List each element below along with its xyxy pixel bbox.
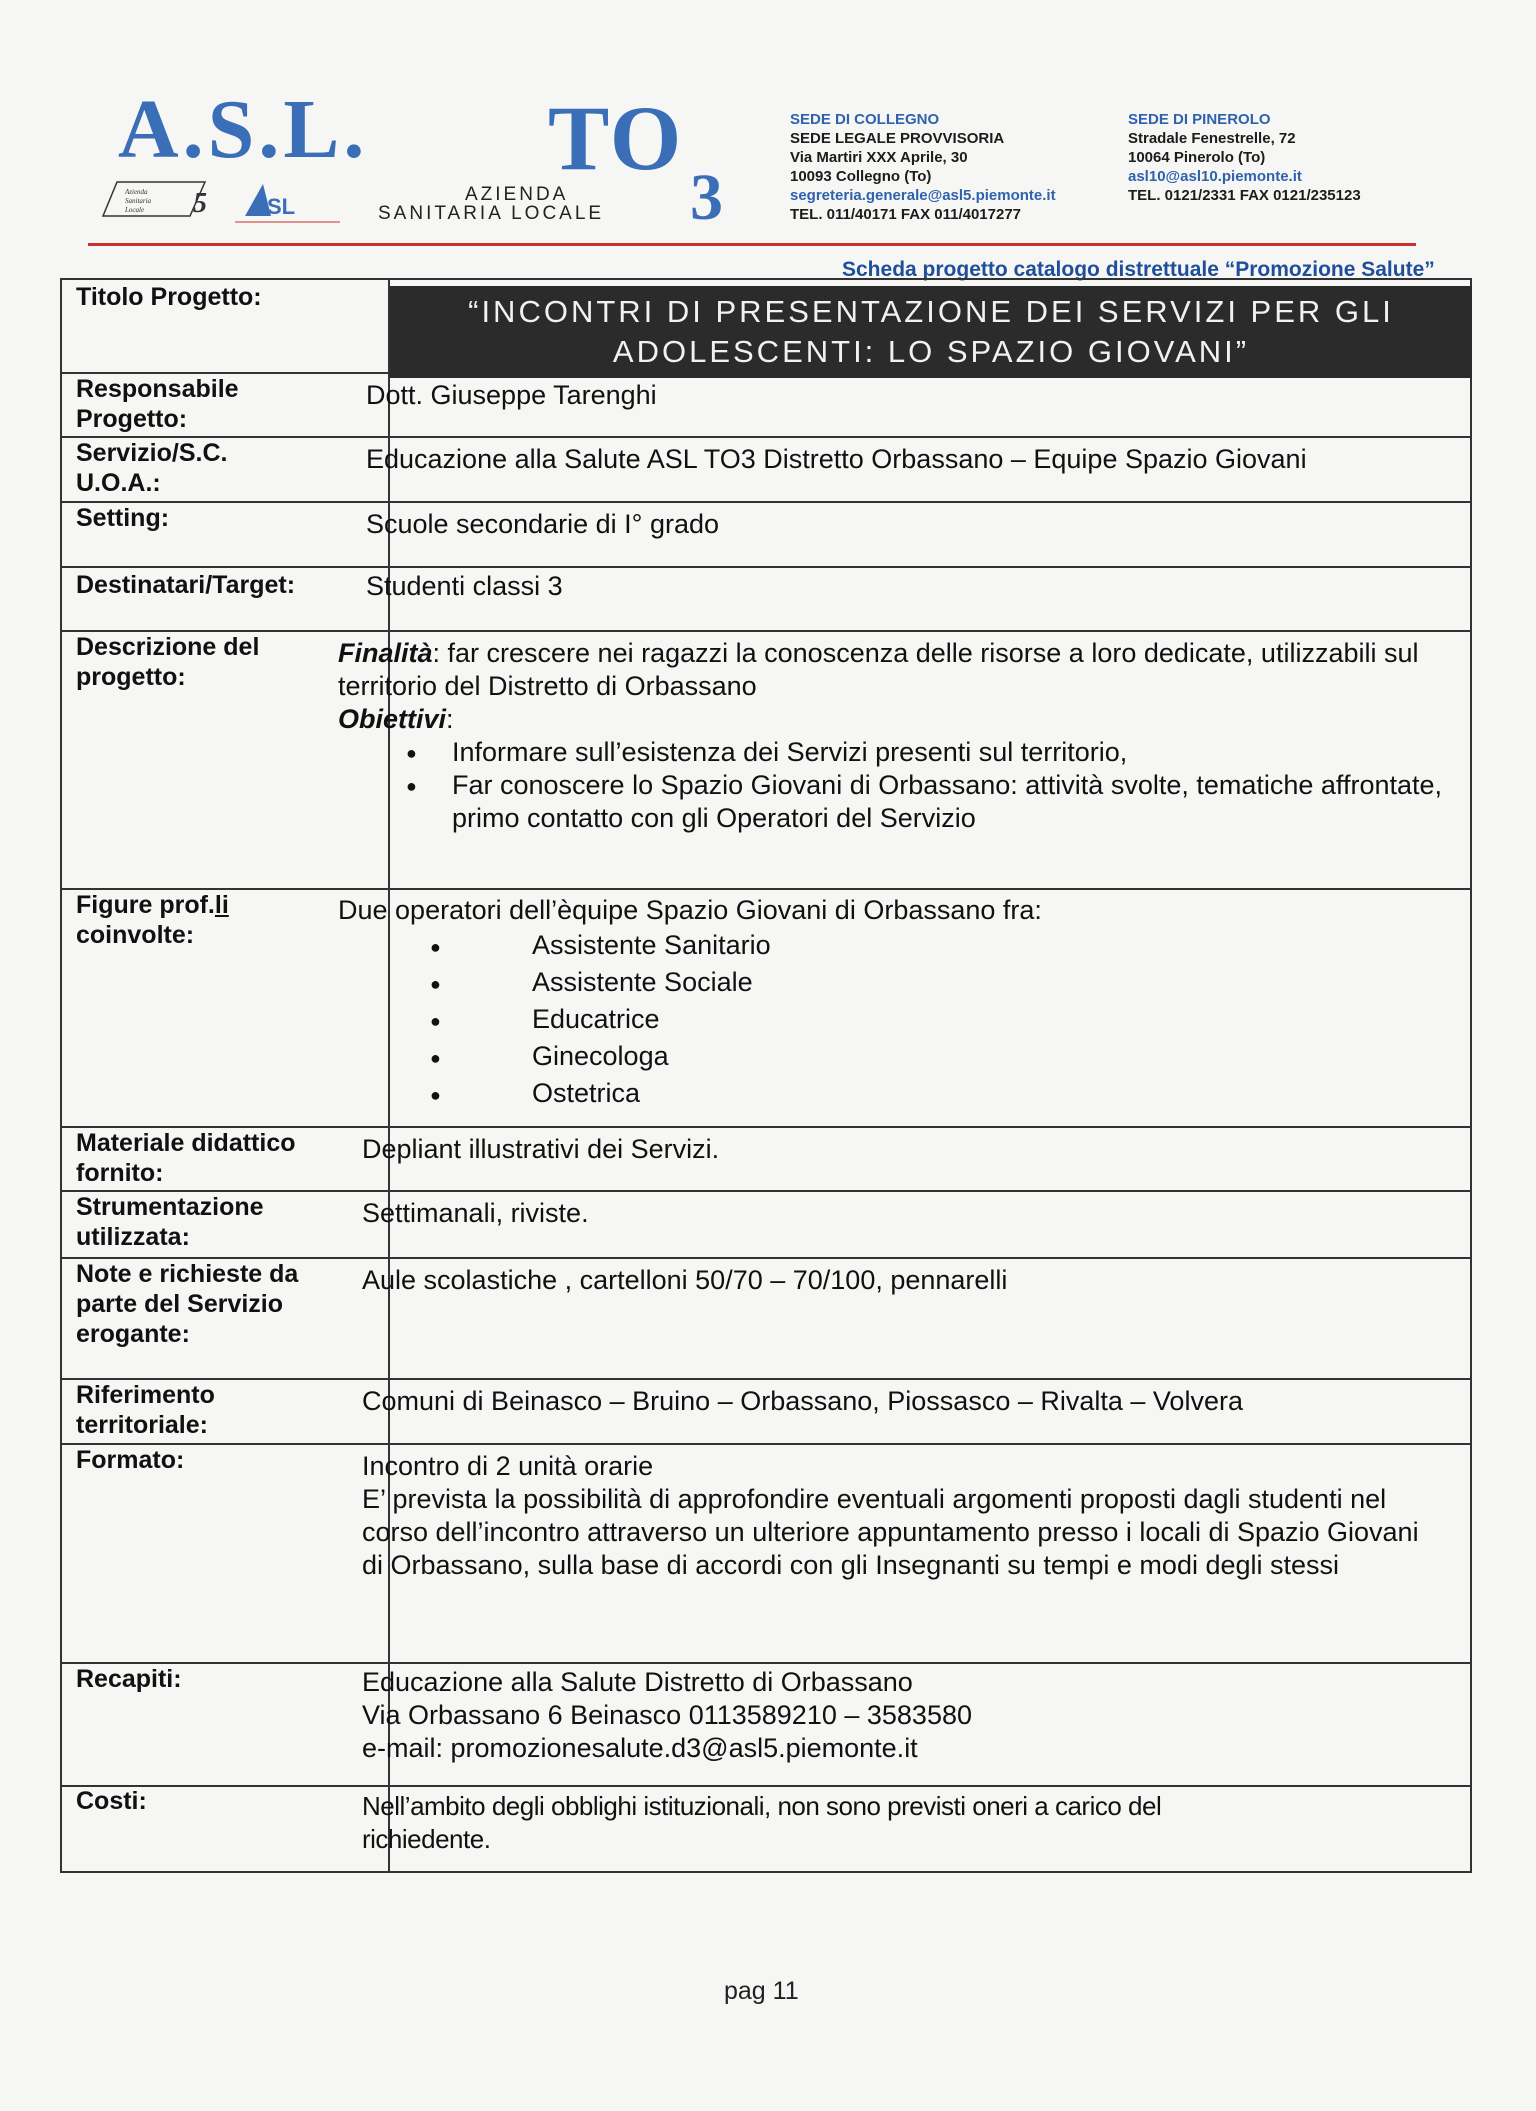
- figure-label-c: coinvolte:: [76, 921, 195, 949]
- svg-text:5: 5: [193, 188, 207, 219]
- formato-line-1: Incontro di 2 unità orarie: [362, 1451, 654, 1481]
- svg-text:Locale: Locale: [125, 206, 145, 214]
- finalita-text: : far crescere nei ragazzi la conoscenza delle risorse a loro dedicate, utilizzabili sul territorio del Distretto di Orbassano: [338, 638, 1419, 701]
- destinatari-value: Studenti classi 3: [366, 571, 563, 601]
- figure-label-b: li: [214, 891, 229, 919]
- responsabile-label: Responsabile Progetto:: [76, 375, 239, 433]
- list-item: ● Informare sull’esistenza dei Servizi presenti sul territorio,: [338, 736, 1458, 769]
- list-item: ● Ostetrica: [338, 1075, 1458, 1112]
- list-item: ● Ginecologa: [338, 1038, 1458, 1075]
- recapiti-label: Recapiti:: [76, 1665, 182, 1693]
- formato-label: Formato:: [76, 1446, 185, 1474]
- obiettivi-colon: :: [446, 704, 454, 734]
- obiettivi-label: Obiettivi: [338, 704, 447, 734]
- materiale-value: Depliant illustrativi dei Servizi.: [362, 1134, 720, 1164]
- collegno-email[interactable]: segreteria.generale@asl5.piemonte.it: [790, 187, 1056, 204]
- pinerolo-title: SEDE DI PINEROLO: [1128, 111, 1271, 128]
- obiettivi-list: [338, 736, 1458, 835]
- pinerolo-line-2: 10064 Pinerolo (To): [1128, 149, 1266, 166]
- recapiti-line-1: Educazione alla Salute Distretto di Orbassano: [362, 1667, 913, 1697]
- to-logo-letters: TO: [548, 87, 684, 189]
- descrizione-label: Descrizione del progetto:: [76, 633, 260, 691]
- scheda-heading: Scheda progetto catalogo distrettuale “Promozione Salute”: [842, 258, 1435, 281]
- svg-text:Sanitaria: Sanitaria: [125, 197, 152, 205]
- formato-line-2: E’ prevista la possibilità di approfondire eventuali argomenti proposti dagli studenti nel corso dell’incontro attraverso un ulteriore appuntamento presso i locali di Spazio Giovani di Orbassano, sulla base di accordi con gli Insegnanti su tempi e modi degli stessi: [362, 1484, 1419, 1580]
- servizio-label: Servizio/S.C. U.O.A.:: [76, 439, 228, 497]
- collegno-title: SEDE DI COLLEGNO: [790, 111, 940, 128]
- costi-label: Costi:: [76, 1787, 147, 1815]
- sede-collegno: [790, 110, 1056, 224]
- pinerolo-phone: TEL. 0121/2331 FAX 0121/235123: [1128, 187, 1361, 204]
- collegno-line-3: 10093 Collegno (To): [790, 168, 932, 185]
- asl-logo-letters: A.S.L.: [118, 83, 369, 176]
- logo-number: 3: [690, 161, 723, 234]
- riferimento-label: Riferimento territoriale:: [76, 1381, 215, 1439]
- row-divider: [62, 566, 1470, 568]
- obiettivi-heading: [338, 703, 1458, 736]
- strumentazione-value: Settimanali, riviste.: [362, 1198, 589, 1228]
- list-item: ● Educatrice: [338, 1001, 1458, 1038]
- recapiti-line-2: Via Orbassano 6 Beinasco 0113589210 – 3583580: [362, 1700, 972, 1730]
- project-title: “INCONTRI DI PRESENTAZIONE DEI SERVIZI PER GLI ADOLESCENTI: LO SPAZIO GIOVANI”: [468, 294, 1394, 369]
- collegno-line-2: Via Martiri XXX Aprile, 30: [790, 149, 968, 166]
- pinerolo-line-1: Stradale Fenestrelle, 72: [1128, 130, 1296, 147]
- responsabile-value: Dott. Giuseppe Tarenghi: [366, 380, 657, 410]
- page-number: pag 11: [724, 1977, 799, 2005]
- project-table: [60, 278, 1472, 1873]
- note-value: Aule scolastiche , cartelloni 50/70 – 70/100, pennarelli: [362, 1265, 1008, 1295]
- finalita-label: Finalità: [338, 638, 433, 668]
- logo-azienda: AZIENDA: [465, 184, 569, 205]
- figure-label-a: Figure prof.: [76, 891, 215, 919]
- setting-value: Scuole secondarie di I° grado: [366, 509, 720, 539]
- collegno-line-1: SEDE LEGALE PROVVISORIA: [790, 130, 1005, 147]
- sede-pinerolo: [1128, 110, 1361, 205]
- formato-value: [362, 1450, 1442, 1582]
- materiale-label: Materiale didattico fornito:: [76, 1129, 296, 1187]
- pinerolo-email[interactable]: asl10@asl10.piemonte.it: [1128, 168, 1302, 185]
- svg-text:SL: SL: [267, 194, 296, 219]
- list-item: ● Far conoscere lo Spazio Giovani di Orbassano: attività svolte, tematiche affrontate, primo contatto con gli Operatori del Servizio: [338, 769, 1458, 835]
- list-item: ● Assistente Sociale: [338, 964, 1458, 1001]
- list-item: ● Assistente Sanitario: [338, 927, 1458, 964]
- costi-value: Nell’ambito degli obblighi istituzionali, non sono previsti oneri a carico del richiedente.: [362, 1791, 1162, 1854]
- titolo-label: Titolo Progetto:: [76, 283, 262, 311]
- recapiti-email[interactable]: e-mail: promozionesalute.d3@asl5.piemonte.it: [362, 1733, 918, 1763]
- figure-value: [338, 894, 1458, 1112]
- destinatari-label: Destinatari/Target:: [76, 571, 296, 599]
- collegno-phone: TEL. 011/40171 FAX 011/4017277: [790, 206, 1022, 223]
- riferimento-value: Comuni di Beinasco – Bruino – Orbassano, Piossasco – Rivalta – Volvera: [362, 1386, 1243, 1416]
- logo-sanitaria-locale: SANITARIA LOCALE: [378, 203, 605, 224]
- figure-label: [76, 890, 276, 950]
- asl5-logo-icon: [95, 170, 350, 230]
- strumentazione-label: Strumentazione utilizzata:: [76, 1193, 264, 1251]
- svg-text:Azienda: Azienda: [125, 188, 148, 196]
- descrizione-value: [338, 637, 1458, 835]
- figure-list: [338, 927, 1458, 1112]
- servizio-value: Educazione alla Salute ASL TO3 Distretto Orbassano – Equipe Spazio Giovani: [366, 444, 1307, 474]
- recapiti-value: [362, 1666, 1392, 1765]
- figure-intro: Due operatori dell’èquipe Spazio Giovani di Orbassano fra:: [338, 895, 1042, 925]
- project-title-band: [390, 286, 1472, 378]
- header-divider: [88, 243, 1416, 246]
- setting-label: Setting:: [76, 504, 170, 532]
- finalita-paragraph: [338, 637, 1458, 703]
- note-label: Note e richieste da parte del Servizio erogante:: [76, 1260, 299, 1348]
